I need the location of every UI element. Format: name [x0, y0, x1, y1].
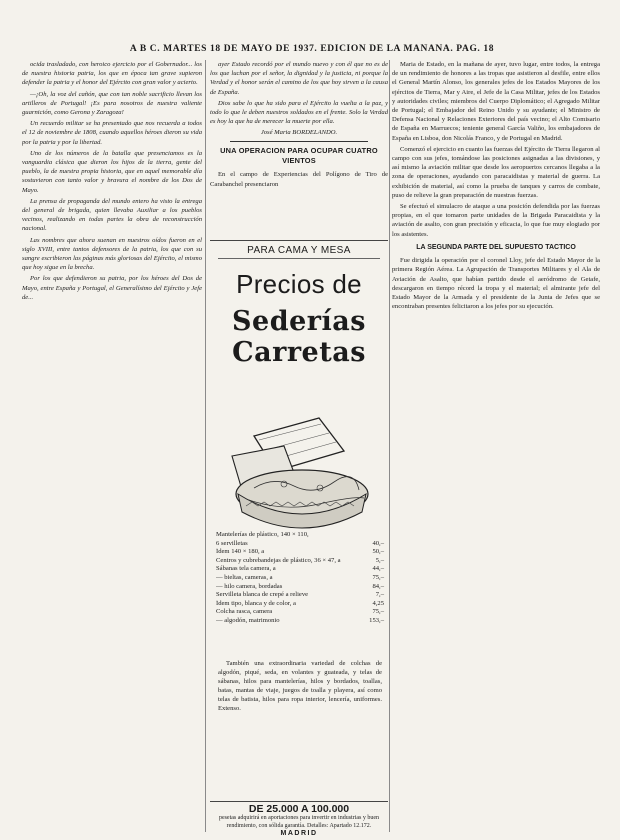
price-desc: Ídem tipo, blanca y de color, a: [216, 599, 296, 607]
investment-classified-ad: [210, 803, 388, 837]
left-paragraph: —¡Oh, la voz del cañón, que con tan noble sacrificio llevan los artilleros de Portugal! ¡Es para nosotros de nuestra valiente guarnición, como Gerona y Zaragoza!: [22, 90, 202, 117]
price-desc: 6 servilletas: [216, 539, 248, 547]
classified-headline: DE 25.000 A 100.000: [248, 803, 350, 815]
price-desc: Mantelerías de plástico, 140 × 110,: [216, 531, 309, 538]
left-column: [22, 60, 202, 830]
right-paragraph: Se efectuó el simulacro de ataque a una posición defendida por las fuerzas propias, en el que tomaron parte unidades de la Brigada Paracaidista y la aviación de asalto, con gran precisión y eficacia, lo que fue muy elogiado por los asistentes.: [392, 203, 600, 238]
section-title: LA SEGUNDA PARTE DEL SUPUESTO TACTICO: [416, 243, 576, 251]
price-desc: — algodón, matrimonio: [216, 616, 280, 624]
price-row: [216, 574, 384, 583]
price-row: [216, 591, 384, 600]
price-row: [216, 557, 384, 566]
left-paragraph: ocida trasladado, con heroico ejercicio por el Gobernador... los de nuestra historia patria, los que en época tan grave supieron defender la patria y el honor del Ejército con gran valor y acierto.: [22, 61, 202, 87]
column-rule-right: [389, 60, 390, 832]
price-row: [216, 548, 384, 557]
left-paragraph: Las nombres que ahora suenan en nuestros oídos fueron en el siglo XVIII, entre tantos defensores de la patria, los que con su sangre escribieron las páginas más gloriosas del Ejército, el mismo que hoy sigue en la brecha.: [22, 236, 202, 272]
divider: [230, 141, 368, 142]
page-header: A B C. MARTES 18 DE MAYO DE 1937. EDICION DE LA MAÑANA. PAG. 18: [129, 44, 495, 54]
ad-title: Precios de: [236, 269, 362, 299]
ad-extra-text: También una extraordinaria variedad de colchas de algodón, piqué, seda, en volantes y guateada, y telas de sábanas, hilos para mantelerías, hilos y bordados, toallas, batas, mantas de viaje, juegos de toalla y playera, así como telas de batista, hilos para ropa interior, lencería, uniformes. Extenso.: [218, 660, 382, 712]
price-desc: — bieltas, cameras, a: [216, 573, 273, 581]
price-desc: Centros y cubrebandejas de plástico, 36 × 47, a: [216, 556, 341, 564]
mid-paragraph: ayer Estado recordó por el mundo nuevo y con él que no es de los que luchan por el señor, la dignidad y la justicia, ni porque la Verdad y el honor serán el camino de los que hoy sirven a la causa de España.: [210, 61, 388, 96]
price-value: 5,–: [375, 556, 384, 564]
price-value: 153,–: [369, 616, 384, 624]
sederias-advertisement: [210, 240, 388, 802]
price-value: [362, 531, 384, 540]
price-value: 84,–: [372, 582, 384, 590]
price-row: [216, 565, 384, 574]
article-signature: José Maria BORDELANDO.: [260, 129, 338, 137]
price-value: 40,–: [372, 539, 384, 547]
price-row: [216, 608, 384, 617]
price-row: [216, 540, 384, 549]
price-value: 7,–: [375, 591, 384, 599]
operation-headline: UNA OPERACION PARA OCUPAR CUATRO VIENTOS: [220, 146, 378, 166]
price-desc: Sábanas tela camera, a: [216, 565, 276, 573]
price-desc: Colcha rasca, camera: [216, 608, 273, 616]
classified-city: MADRID: [280, 830, 318, 838]
classified-text: pesetas adquirirá en aportaciones para invertir en industrias y buen rendimiento, con sólida garantía. Detalles: Apartado 12.172.: [218, 815, 380, 829]
price-desc: — hilo camera, bordadas: [216, 582, 283, 590]
right-paragraph: Comenzó el ejercicio en cuanto las fuerzas del Ejército de Tierra llegaron al campo con sus jefes, tomándose las posiciones asignadas a las divisiones, y así mismo la aviación militar que desde los aeropuertos cercanos llegaba a la zona de operaciones, ayudando con paracaidistas y material de guerra. La exhibición de material, así como la prueba de tanques y carros de combate, puso de relieve la gran preparación de nuestras fuerzas.: [392, 145, 600, 199]
ad-banner: PARA CAMA Y MESA: [218, 241, 380, 259]
price-desc: Ídem 140 × 180, a: [216, 548, 265, 556]
section-paragraph: Fue dirigida la operación por el coronel Lloy, jefe del Estado Mayor de la primera Región Aérea. La Agrupación de Transportes Militares y el Ala de Aviación de Asalto, que habían partido desde el aeródromo de Getafe, descargaron en tiempo récord la tropa y el material; el almirante jefe del Estado Mayor de la Armada y el presidente de la Junta de Jefes que se encontraban presentes felicitaron a los jefes por su ejecución.: [392, 257, 600, 311]
price-value: 44,–: [372, 565, 384, 573]
price-desc: Servilleta blanca de crepé a relieve: [216, 591, 309, 599]
left-paragraph: Por los que defendieron su patria, por los héroes del Dos de Mayo, entre España y Portugal, el Generalísimo del Ejército y Jefe de...: [22, 275, 202, 301]
right-paragraph: Maria de Estado, en la mañana de ayer, tuvo lugar, entre todos, la entrega de un rendimiento de honores a las tropas que asistieron al desfile, entre ellos el General Martín Alonso, los generales jefes de los Estados Mayores de los ejércitos de Tierra, Mar y Aire, el Jefe de la Casa Militar, jefes de los Estados y autoridades civiles; miembros del Cuerpo Diplomático; el Agregado Militar de Portugal; el Embajador del Reino Unido y su ayudante; el Ministro de Defensa Nacional y Relaciones Exteriores del país vecino; el Alto Comisario de España en Marruecos; teniente general García Valiño, los embajadores de España en Lisboa, don Nicolás Franco, y de Portugal en Madrid.: [392, 61, 600, 142]
price-value: 75,–: [372, 608, 384, 616]
mid-short-paragraph: En el campo de Experiencias del Polígono de Tiro de Carabanchel presenciaron: [210, 171, 388, 188]
price-value: 4,25: [372, 599, 384, 607]
price-row: [216, 617, 384, 626]
left-paragraph: Uno de los números de la batalla que presenciamos es la vanguardia clásica que dieron los hijos de la tierra, gente del pueblo, la de nuestra propia historia, que en aquel memorable día sostuvieron con tanto valor y bravura el nombre de los Dos de Mayo.: [22, 149, 202, 194]
price-list: [216, 531, 384, 626]
price-row: [216, 600, 384, 609]
ad-brand-line1: Sederías: [232, 306, 366, 337]
price-value: 75,–: [372, 573, 384, 581]
price-value: 50,–: [372, 548, 384, 556]
price-row: [216, 583, 384, 592]
mid-paragraph: Dios sabe lo que ha sido para el Ejército la vuelta a la paz, y todo lo que le deben nuestros soldados en el frente. Solo la Verdad es hoy la que ha de merecer la muerte por ella.: [210, 99, 388, 126]
middle-article: [210, 60, 388, 190]
right-column: [392, 60, 600, 830]
column-rule-left: [205, 60, 206, 832]
price-row: [216, 531, 384, 540]
ad-brand-line2: Carretas: [232, 337, 366, 368]
left-paragraph: La prensa de propaganda del mundo entero ha visto la entrega del general de brigada, quien llevaba Auxiliar a los pueblos vecinos, realizando en todas partes la obra de reconstrucción nacional.: [22, 197, 202, 233]
linen-basket-illustration-icon: [224, 416, 374, 531]
left-paragraph: Un recuerdo militar se ha presentado que nos recuerda a todos el 12 de noviembre de 1808, cuando aquellos héroes dieron su vida por la patria y por la libertad.: [22, 120, 202, 146]
